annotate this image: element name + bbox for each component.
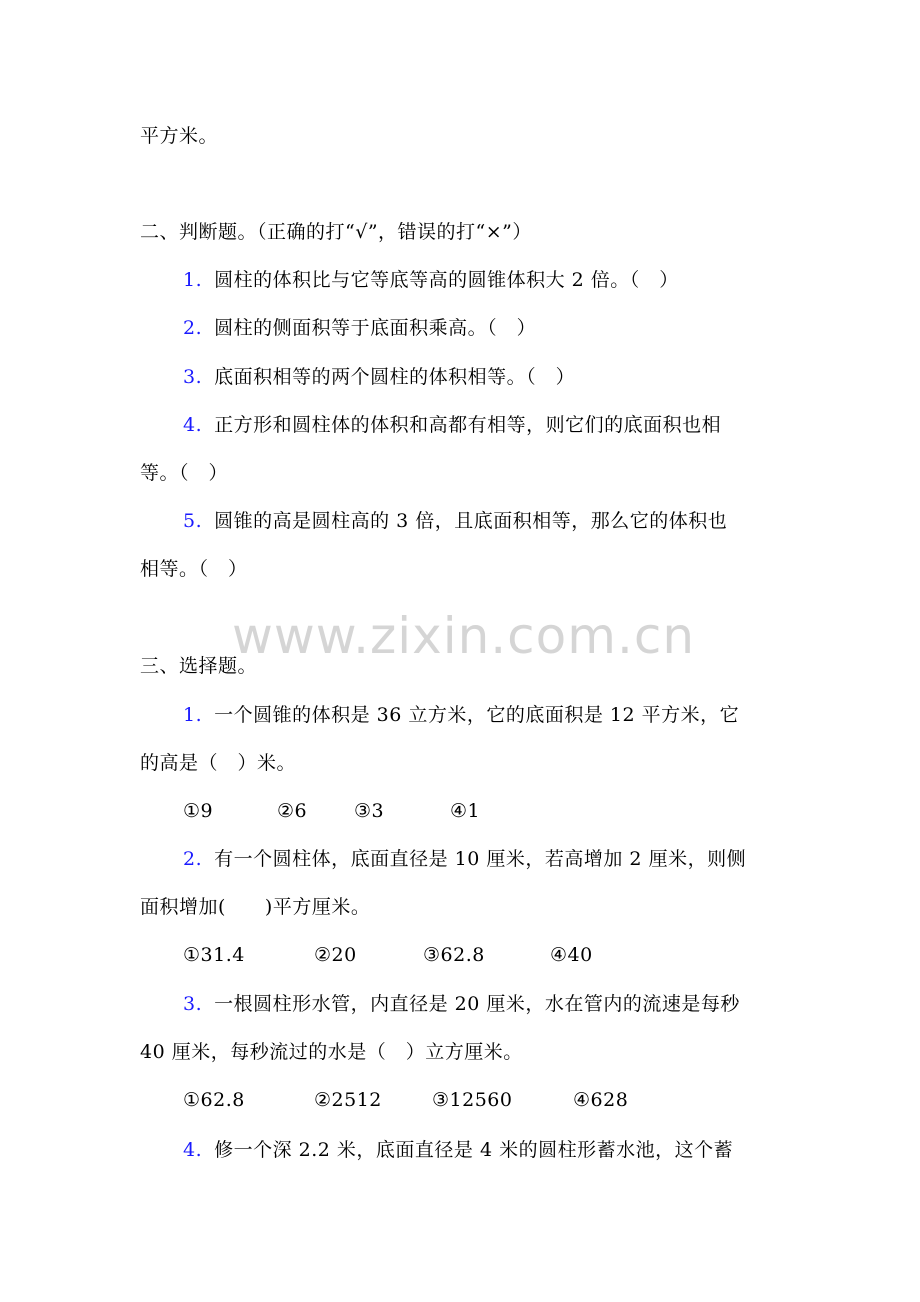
question-2-2 [183,316,536,340]
question-3-4 [183,1138,733,1162]
question-text: 底面积相等的两个圆柱的体积相等。（ ） [214,366,576,388]
question-text: 圆柱的侧面积等于底面积乘高。（ ） [214,317,537,339]
text-fragment: 平方米。 [140,125,219,147]
question-2-3 [183,365,575,389]
question-2-1 [183,268,679,292]
option-4: ④40 [550,944,593,966]
question-3-1-continued: 的高是（ ）米。 [140,752,297,774]
question-number: 2. [183,848,203,870]
question-text: 有一个圆柱体，底面直径是 10 厘米，若高增加 2 厘米，则侧 [214,848,747,870]
option-2: ②2512 [314,1089,382,1111]
question-3-2-options [183,943,593,967]
option-4: ④628 [573,1089,629,1111]
section-2-title: 二、判断题。（正确的打“√”，错误的打“×”） [140,221,532,243]
question-3-3 [183,992,740,1016]
question-2-5-continued: 相等。（ ） [140,558,248,580]
question-3-2 [183,847,746,871]
question-3-3-options [183,1088,628,1112]
option-3: ③12560 [432,1089,513,1111]
question-text: 一根圆柱形水管，内直径是 20 厘米，水在管内的流速是每秒 [214,993,740,1015]
question-number: 3. [183,993,203,1015]
option-4: ④1 [450,800,481,822]
section-3-title: 三、选择题。 [140,655,258,677]
option-2: ②20 [314,944,357,966]
option-1: ①31.4 [183,944,245,966]
question-number: 2. [183,317,203,339]
question-3-2-continued: 面积增加( )平方厘米。 [140,896,371,918]
question-text: 正方形和圆柱体的体积和高都有相等，则它们的底面积也相 [214,414,722,436]
question-text: 圆柱的体积比与它等底等高的圆锥体积大 2 倍。（ ） [214,269,679,291]
option-1: ①9 [183,800,214,822]
question-text: 一个圆锥的体积是 36 立方米，它的底面积是 12 平方米，它 [214,704,740,726]
question-text: 圆锥的高是圆柱高的 3 倍，且底面积相等，那么它的体积也 [214,510,728,532]
question-3-3-continued: 40 厘米，每秒流过的水是（ ）立方厘米。 [140,1041,523,1063]
option-3: ③3 [354,800,385,822]
question-number: 5. [183,510,203,532]
question-number: 1. [183,269,203,291]
watermark: www.zixin.com.cn [232,607,696,665]
question-number: 4. [183,414,203,436]
question-number: 1. [183,704,203,726]
question-3-1 [183,703,739,727]
question-number: 4. [183,1139,203,1161]
question-2-5 [183,509,727,533]
option-3: ③62.8 [423,944,485,966]
question-3-1-options [183,799,480,823]
option-2: ②6 [277,800,308,822]
option-1: ①62.8 [183,1089,245,1111]
question-text: 修一个深 2.2 米，底面直径是 4 米的圆柱形蓄水池，这个蓄 [214,1139,734,1161]
question-number: 3. [183,366,203,388]
question-2-4-continued: 等。（ ） [140,462,229,484]
question-2-4 [183,413,721,437]
